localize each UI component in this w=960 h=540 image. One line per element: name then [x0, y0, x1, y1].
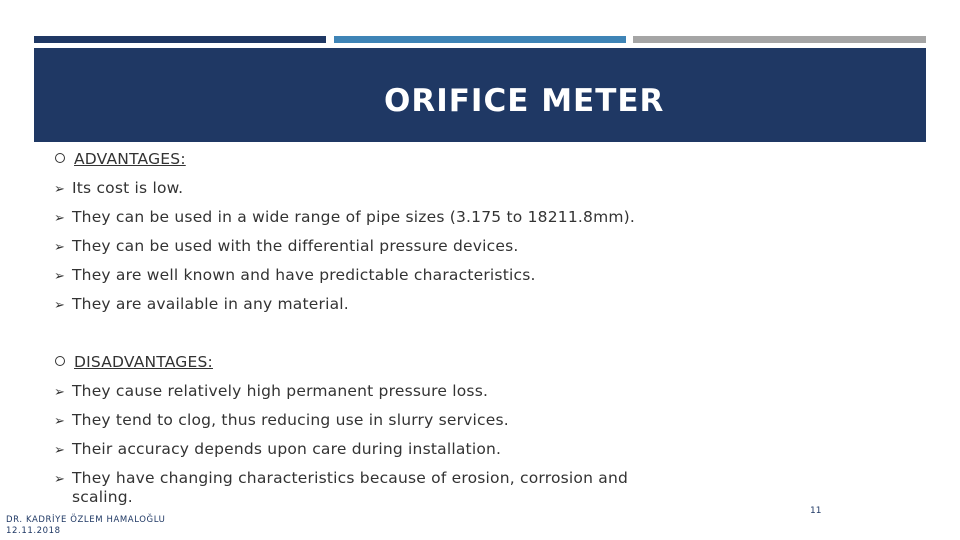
top-accent-bar-gray	[633, 36, 926, 43]
list-item: ➢ They are available in any material.	[54, 295, 349, 313]
list-item: ➢ Its cost is low.	[54, 179, 184, 197]
circle-bullet-icon	[55, 153, 65, 163]
arrow-bullet-icon: ➢	[54, 414, 65, 429]
top-accent-bar-dark	[34, 36, 326, 43]
advantages-heading-row	[54, 150, 186, 169]
top-accent-bar-blue	[334, 36, 626, 43]
arrow-bullet-icon: ➢	[54, 240, 65, 255]
footer-author: DR. KADRİYE ÖZLEM HAMALOĞLU	[6, 515, 166, 525]
advantages-heading: ADVANTAGES:	[74, 150, 186, 168]
list-item: ➢ They have changing characteristics because of erosion, corrosion and scaling.	[54, 469, 629, 506]
circle-bullet-icon	[55, 356, 65, 366]
list-item: ➢ They are well known and have predictable characteristics.	[54, 266, 536, 284]
slide-title: ORIFICE METER	[384, 83, 665, 119]
arrow-bullet-icon: ➢	[54, 211, 65, 226]
arrow-bullet-icon: ➢	[54, 385, 65, 400]
footer	[6, 515, 165, 537]
list-item: ➢ They can be used in a wide range of pipe sizes (3.175 to 18211.8mm).	[54, 208, 636, 226]
list-item: ➢ They cause relatively high permanent pressure loss.	[54, 382, 489, 400]
footer-date: 12.11.2018	[6, 526, 61, 536]
arrow-bullet-icon: ➢	[54, 298, 65, 313]
list-item: ➢ Their accuracy depends upon care during installation.	[54, 440, 502, 458]
list-item: ➢ They tend to clog, thus reducing use in slurry services.	[54, 411, 509, 429]
arrow-bullet-icon: ➢	[54, 182, 65, 197]
disadvantages-heading-row	[54, 353, 213, 372]
arrow-bullet-icon: ➢	[54, 472, 65, 487]
page-number: 11	[810, 506, 822, 516]
list-item: ➢ They can be used with the differential pressure devices.	[54, 237, 519, 255]
arrow-bullet-icon: ➢	[54, 269, 65, 284]
arrow-bullet-icon: ➢	[54, 443, 65, 458]
disadvantages-heading: DISADVANTAGES:	[74, 353, 213, 371]
